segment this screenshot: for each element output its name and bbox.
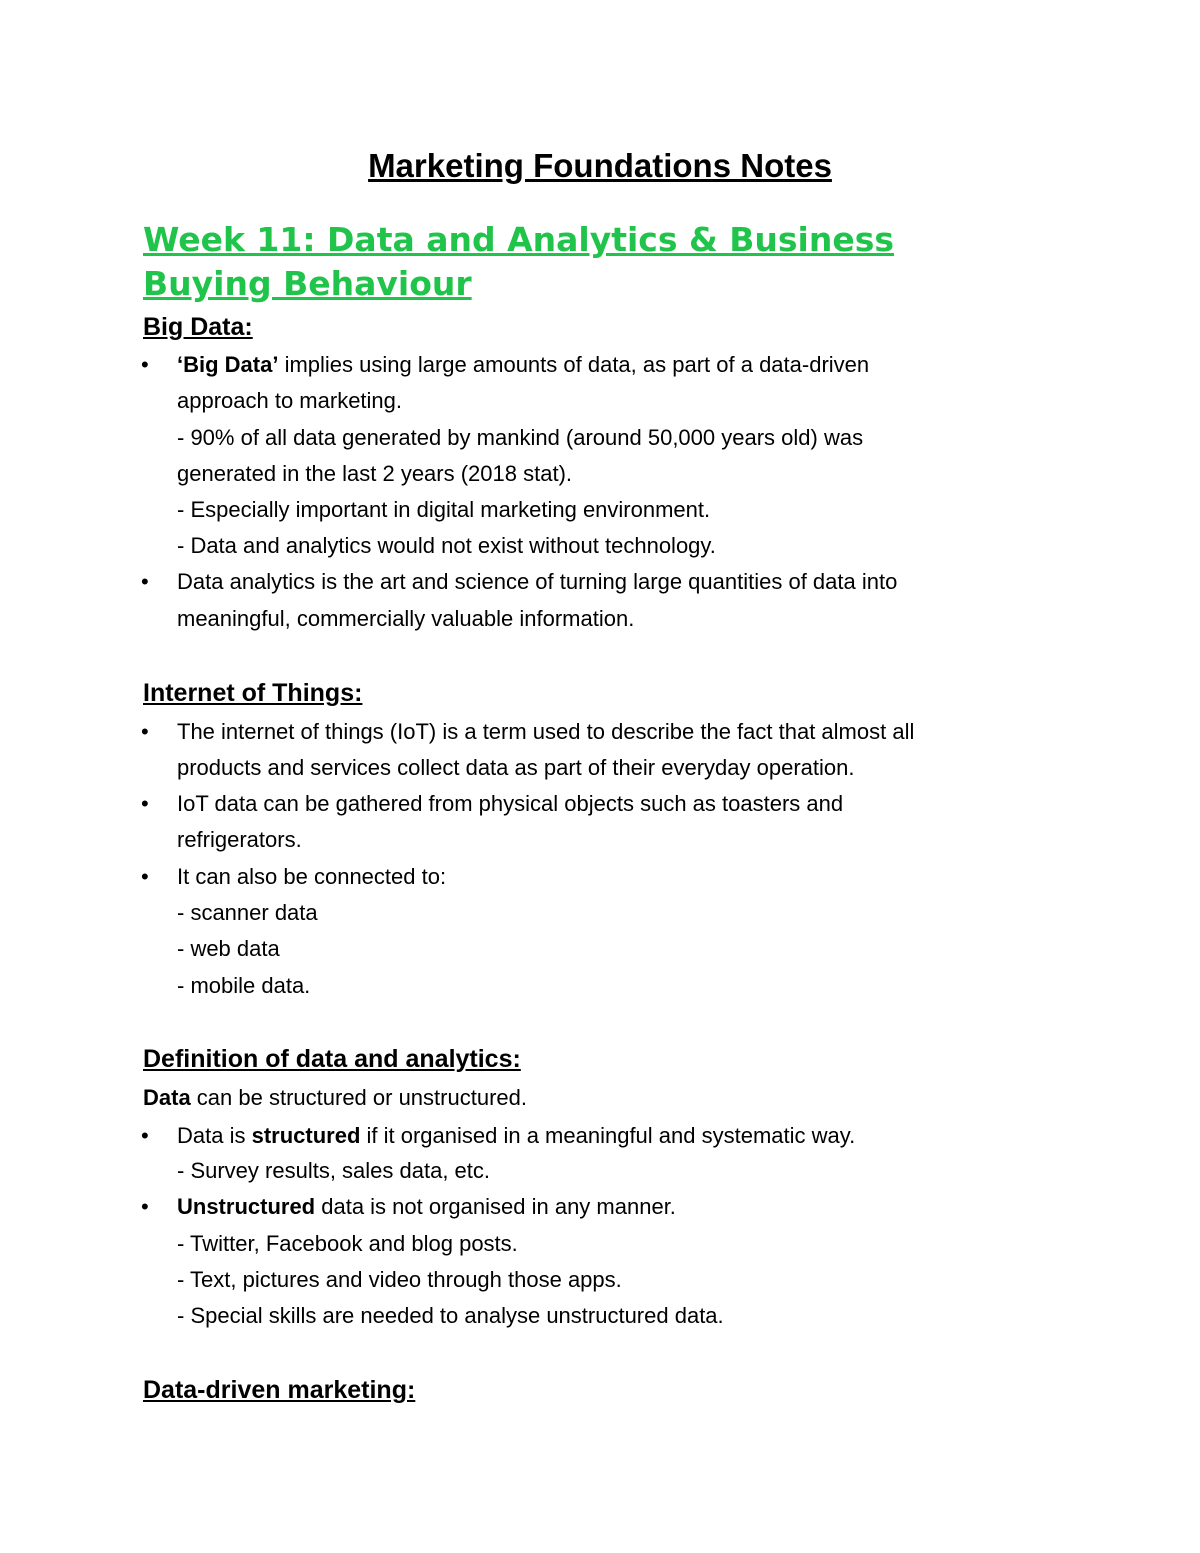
definition-bullet-2-post: data is not organised in any manner.	[315, 1194, 676, 1219]
iot-bullet-2-line-2: refrigerators.	[177, 827, 302, 852]
bullet-icon: •	[141, 864, 149, 889]
iot-bullet-3-line-2: - scanner data	[177, 900, 318, 925]
bullet-icon: •	[141, 352, 149, 377]
big-data-bullet-1-line-4: generated in the last 2 years (2018 stat).	[177, 461, 573, 486]
unstructured-term: Unstructured	[177, 1194, 316, 1219]
definition-intro	[143, 1084, 527, 1112]
structured-term: structured	[251, 1123, 361, 1148]
definition-bullet-2-line-3: - Text, pictures and video through those apps.	[177, 1267, 622, 1292]
bullet-icon: •	[141, 1123, 149, 1148]
definition-bullet-1-line-2: - Survey results, sales data, etc.	[177, 1158, 491, 1183]
big-data-bullet-1-line-2: approach to marketing.	[177, 388, 403, 413]
big-data-bullet-1-line-3: - 90% of all data generated by mankind (around 50,000 years old) was	[177, 425, 864, 450]
iot-bullet-2-line-1: IoT data can be gathered from physical objects such as toasters and	[177, 791, 844, 816]
iot-bullet-3-line-3: - web data	[177, 936, 280, 961]
definition-intro-term: Data	[143, 1085, 191, 1110]
definition-bullet-1-post: if it organised in a meaningful and systematic way.	[360, 1123, 856, 1148]
definition-bullet-2-line-1	[177, 1193, 676, 1221]
bullet-icon: •	[141, 1194, 149, 1219]
bullet-icon: •	[141, 719, 149, 744]
big-data-heading: Big Data:	[143, 313, 253, 341]
definition-intro-text: can be structured or unstructured.	[190, 1085, 527, 1110]
data-driven-marketing-heading: Data-driven marketing:	[143, 1376, 416, 1404]
definition-bullet-2-line-4: - Special skills are needed to analyse unstructured data.	[177, 1303, 724, 1328]
definition-bullet-2-line-2: - Twitter, Facebook and blog posts.	[177, 1231, 518, 1256]
definition-bullet-1-pre: Data is	[177, 1123, 252, 1148]
week-heading-line-1: Week 11: Data and Analytics & Business	[143, 220, 895, 259]
big-data-definition: implies using large amounts of data, as part of a data-driven	[278, 352, 870, 377]
iot-bullet-1-line-1: The internet of things (IoT) is a term used to describe the fact that almost all	[177, 719, 915, 744]
big-data-bullet-1-line-6: - Data and analytics would not exist without technology.	[177, 533, 716, 558]
week-heading	[143, 218, 1043, 306]
big-data-bullet-2-line-1: Data analytics is the art and science of turning large quantities of data into	[177, 569, 898, 594]
bullet-icon: •	[141, 569, 149, 594]
definition-bullet-1-line-1	[177, 1122, 855, 1150]
definition-heading: Definition of data and analytics:	[143, 1045, 521, 1073]
big-data-term: ‘Big Data’	[177, 352, 279, 377]
big-data-bullet-2-line-2: meaningful, commercially valuable information.	[177, 606, 635, 631]
big-data-bullet-1-line-1	[177, 351, 869, 379]
bullet-icon: •	[141, 791, 149, 816]
iot-heading: Internet of Things:	[143, 679, 363, 707]
big-data-bullet-1-line-5: - Especially important in digital marketing environment.	[177, 497, 711, 522]
iot-bullet-1-line-2: products and services collect data as part of their everyday operation.	[177, 755, 855, 780]
week-heading-line-2: Buying Behaviour	[143, 264, 472, 303]
iot-bullet-3-line-1: It can also be connected to:	[177, 864, 447, 889]
document-title: Marketing Foundations Notes	[368, 147, 832, 184]
iot-bullet-3-line-4: - mobile data.	[177, 973, 311, 998]
